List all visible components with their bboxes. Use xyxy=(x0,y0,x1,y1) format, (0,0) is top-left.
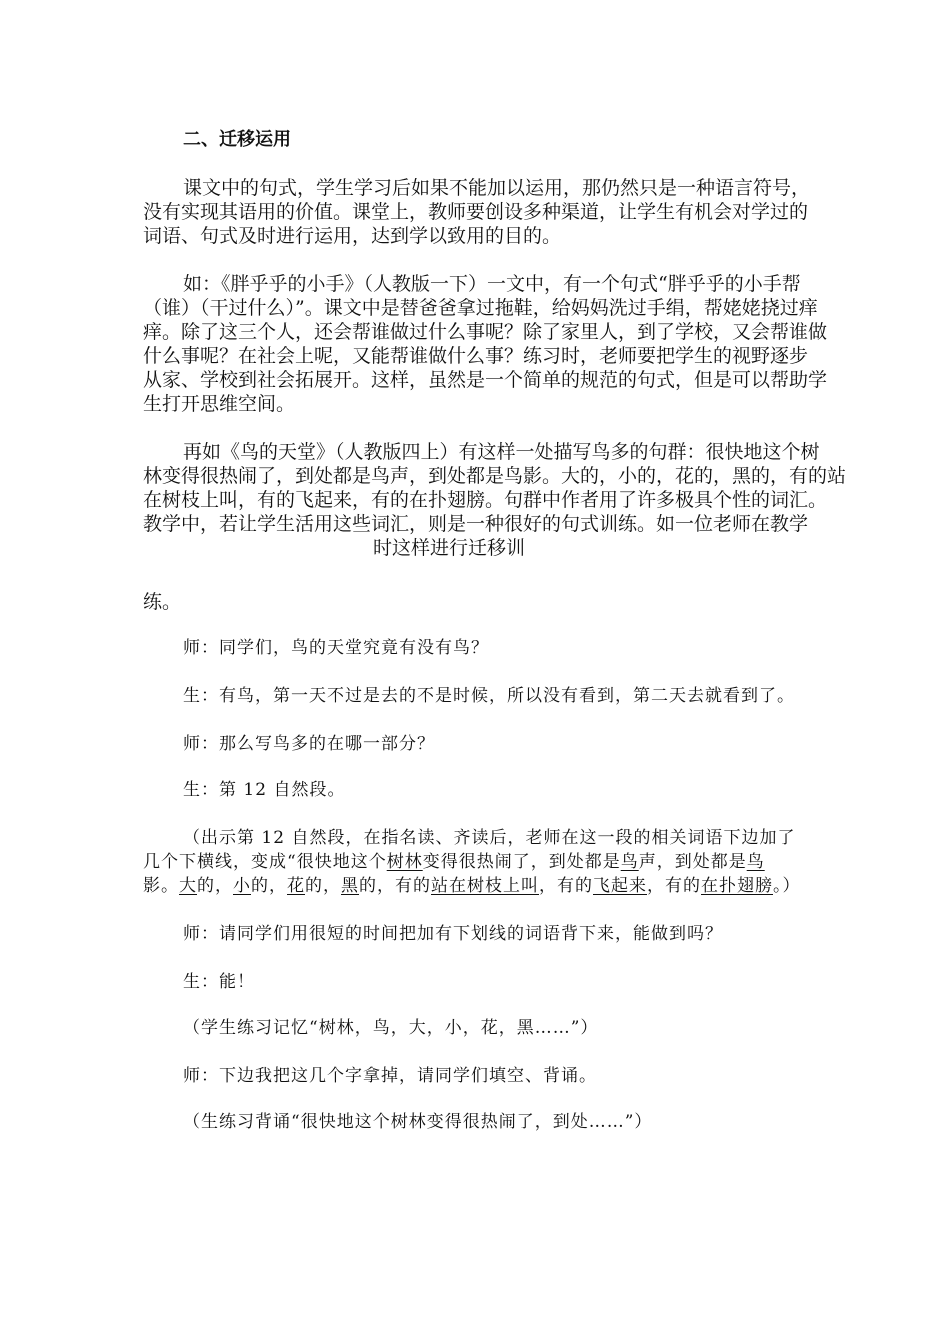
paragraph-line: 生打开思维空间。 xyxy=(143,393,296,415)
paragraph-line: 什么事呢？在社会上呢，又能帮谁做什么事？练习时，老师要把学生的视野逐步 xyxy=(143,345,809,367)
paragraph-line: 林变得很热闹了，到处都是鸟声，到处都是鸟影。大的，小的，花的，黑的，有的站 xyxy=(143,465,847,487)
section-heading: 二、迁移运用 xyxy=(183,129,291,150)
paragraph-line: （谁）（干过什么）”。课文中是替爸爸拿过拖鞋，给妈妈洗过手绢，帮姥姥挠过痒 xyxy=(143,297,818,319)
dialogue-line: 师：那么写鸟多的在哪一部分？ xyxy=(183,734,435,754)
paragraph-line: 教学中，若让学生活用这些词汇，则是一种很好的句式训练。如一位老师在教学 xyxy=(143,513,809,535)
dialogue-line: 生：第 12 自然段。 xyxy=(183,780,346,800)
underlined-word: 大 xyxy=(179,876,197,896)
dialogue-line: 师：下边我把这几个字拿掉，请同学们填空、背诵。 xyxy=(183,1066,597,1086)
stage-note-line: （出示第 12 自然段，在指名读、齐读后，老师在这一段的相关词语下边加了 xyxy=(183,828,796,848)
underlined-word: 树林 xyxy=(386,852,423,872)
paragraph-line: 词语、句式及时进行运用，达到学以致用的目的。 xyxy=(143,225,562,247)
paragraph-line: 从家、学校到社会拓展开。这样，虽然是一个简单的规范的句式，但是可以帮助学 xyxy=(143,369,828,391)
paragraph-line: 痒。除了这三个人，还会帮谁做过什么事呢？除了家里人，到了学校，又会帮谁做 xyxy=(143,321,828,343)
dialogue-line: 师：同学们，鸟的天堂究竟有没有鸟？ xyxy=(183,638,489,658)
paragraph-line: 练。 xyxy=(143,591,182,613)
paragraph-line: 没有实现其语用的价值。课堂上，教师要创设多种渠道，让学生有机会对学过的 xyxy=(143,201,809,223)
dialogue-line: （生练习背诵“很快地这个树林变得很热闹了，到处……”） xyxy=(183,1112,653,1132)
underlined-word: 黑 xyxy=(341,876,359,896)
underlined-word: 在扑翅膀 xyxy=(701,876,773,896)
underlined-word: 小 xyxy=(233,876,251,896)
dialogue-line: 生：能！ xyxy=(183,972,255,992)
paragraph-line: 时这样进行迁移训 xyxy=(373,537,526,559)
paragraph-line: 在树枝上叫，有的飞起来，有的在扑翅膀。句群中作者用了许多极具个性的词汇。 xyxy=(143,489,828,511)
dialogue-line: （学生练习记忆“树林，鸟，大，小，花，黑……”） xyxy=(183,1018,599,1038)
underlined-word: 鸟 xyxy=(620,852,639,872)
stage-note-line: 影。大的，小的，花的，黑的，有的站在树枝上叫，有的飞起来，有的在扑翅膀。） xyxy=(143,876,801,896)
underlined-word: 鸟 xyxy=(746,852,765,872)
underlined-word: 站在树枝上叫 xyxy=(431,876,539,896)
paragraph-line: 课文中的句式，学生学习后如果不能加以运用，那仍然只是一种语言符号， xyxy=(183,177,811,199)
stage-note-line: 几个下横线，变成“很快地这个树林变得很热闹了，到处都是鸟声，到处都是鸟 xyxy=(143,852,765,872)
underlined-word: 飞起来 xyxy=(593,876,647,896)
underlined-word: 花 xyxy=(287,876,305,896)
paragraph-line: 如：《胖乎乎的小手》（人教版一下）一文中，有一个句式“胖乎乎的小手帮 xyxy=(183,273,801,295)
paragraph-line: 再如《鸟的天堂》（人教版四上）有这样一处描写鸟多的句群：很快地这个树 xyxy=(183,441,820,463)
dialogue-line: 生：有鸟，第一天不过是去的不是时候，所以没有看到，第二天去就看到了。 xyxy=(183,686,795,706)
dialogue-line: 师：请同学们用很短的时间把加有下划线的词语背下来，能做到吗？ xyxy=(183,924,723,944)
